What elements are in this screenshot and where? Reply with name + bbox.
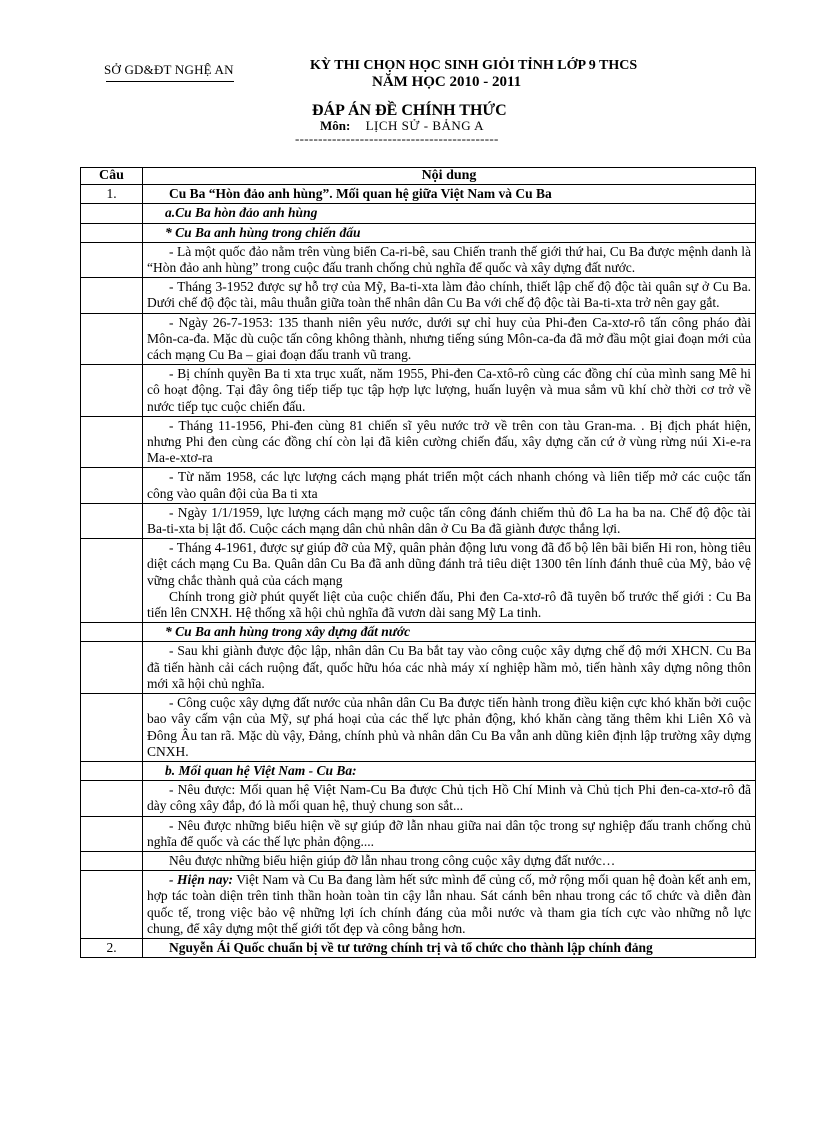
answer-paragraph: - Ngày 26-7-1953: 135 thanh niên yêu nước, dưới sự chỉ huy của Phi-đen Ca-xtơ-rô tấn công pháo đài Môn-ca-đa. Mặc dù cuộc tấn công không thành, nhưng tiếng súng Môn-ca-đa đã mở đầu một giai đoạn mới của cách mạng Cu Ba – giai đoạn đấu tranh vũ trang.: [143, 313, 756, 365]
answer-paragraph: - Nêu được: Mối quan hệ Việt Nam-Cu Ba được Chủ tịch Hồ Chí Minh và Chủ tịch Phi đen-ca-xtơ-rô đã dày công xây đắp, đó là mối quan hệ, thuỷ chung son sắt...: [143, 781, 756, 816]
sub-heading: * Cu Ba anh hùng trong chiến đấu: [143, 223, 756, 242]
answer-paragraph: - Ngày 1/1/1959, lực lượng cách mạng mở cuộc tấn công đánh chiếm thủ đô La ha ba na. Chế độ độc tài Ba-ti-xta bị lật đổ. Cuộc cách mạng dân chủ nhân dân ở Cu Ba đã giành được thắng lợi.: [143, 503, 756, 538]
answer-paragraph: Nêu được những biểu hiện giúp đỡ lẫn nhau trong công cuộc xây dựng đất nước…: [143, 851, 756, 870]
current-text: Việt Nam và Cu Ba đang làm hết sức mình để củng cố, mở rộng mối quan hệ đoàn kết anh em, hợp tác toàn diện trên tinh thần hoàn toàn tin cậy lẫn nhau. Sát cánh bên nhau trong các tổ chức và diễn đàn quốc tế, trong việc bảo vệ những lợi ích chính đáng của mỗi nước và tham gia tích cực vào những nỗ lực chung, để xây dựng một thế giới tốt đẹp và công bằng hơn.: [147, 872, 751, 936]
answer-paragraph: - Tháng 3-1952 được sự hỗ trợ của Mỹ, Ba-ti-xta làm đảo chính, thiết lập chế độ độc tài quân sự ở Cu Ba. Dưới chế độ độc tài, mâu thuẫn giữa toàn thể nhân dân Cu Ba với chế độ độc tài Ba-ti-xta trở nên gay gắt.: [143, 278, 756, 313]
table-row: [81, 851, 756, 870]
answer-paragraph: - Tháng 4-1961, được sự giúp đỡ của Mỹ, quân phản động lưu vong đã đổ bộ lên bãi biển Hi ron, hòng tiêu diệt cách mạng Cu Ba. Quân dân Cu Ba đã anh dũng đánh trả tiêu diệt 1300 tên lính đánh thuê của Mỹ, bảo vệ vững chắc thành quả của cách mạng: [147, 540, 751, 588]
department-name: SỞ GD&ĐT NGHỆ AN: [104, 62, 234, 77]
answer-paragraph: [143, 871, 756, 939]
table-row: [81, 365, 756, 417]
table-row: [81, 468, 756, 503]
table-row: [81, 278, 756, 313]
answer-paragraph: Chính trong giờ phút quyết liệt của cuộc chiến đấu, Phi đen Ca-xtơ-rô đã tuyên bố trước thế giới : Cu Ba tiến lên CNXH. Hệ thống xã hội chủ nghĩa đã vươn dài sang Mỹ La tinh.: [147, 588, 751, 621]
table-row: [81, 503, 756, 538]
table-row: [81, 871, 756, 939]
col-question-header: Câu: [81, 168, 143, 185]
table-row: [81, 623, 756, 642]
empty-cell: [81, 781, 143, 816]
empty-cell: [81, 503, 143, 538]
answer-paragraph: - Công cuộc xây dựng đất nước của nhân dân Cu Ba được tiến hành trong điều kiện cực khó khăn bởi cuộc bao vây cấm vận của Mỹ, sự phá hoại của các thế lực phản động, khó khăn càng tăng thêm khi Liên Xô và Đông Âu tan rã. Mặc dù vậy, Đảng, chính phủ và nhân dân Cu Ba vẫn anh dũng kiên định lập trường xây dựng CNXH.: [143, 694, 756, 762]
table-row: [81, 761, 756, 780]
empty-cell: [81, 623, 143, 642]
table-header-row: [81, 168, 756, 185]
empty-cell: [81, 242, 143, 277]
current-lead: - Hiện nay:: [169, 872, 234, 888]
empty-cell: [81, 468, 143, 503]
empty-cell: [81, 204, 143, 223]
empty-cell: [81, 278, 143, 313]
answer-table: [80, 167, 756, 958]
empty-cell: [81, 642, 143, 694]
empty-cell: [81, 851, 143, 870]
table-row: [81, 416, 756, 468]
table-row: [81, 642, 756, 694]
empty-cell: [81, 761, 143, 780]
exam-header: [300, 58, 730, 90]
empty-cell: [81, 416, 143, 468]
answer-paragraph-group: [143, 539, 756, 623]
answer-paragraph: - Nêu được những biểu hiện về sự giúp đỡ lẫn nhau giữa nai dân tộc trong sự nghiệp đấu tranh chống chủ nghĩa để quốc và các thế lực phản động....: [143, 816, 756, 851]
question-title: Cu Ba “Hòn đảo anh hùng”. Mối quan hệ giữa Việt Nam và Cu Ba: [143, 185, 756, 204]
empty-cell: [81, 313, 143, 365]
answer-paragraph: - Sau khi giành được độc lập, nhân dân Cu Ba bắt tay vào công cuộc xây dựng chế độ mới XHCN. Cu Ba đã tiến hành cải cách ruộng đất, quốc hữu hóa các nhà máy xí nghiệp hầm mỏ, tiến hành xây dựng nông thôn mới xã hội chủ nghĩa.: [143, 642, 756, 694]
col-content-header: Nội dung: [143, 168, 756, 185]
empty-cell: [81, 694, 143, 762]
empty-cell: [81, 871, 143, 939]
table-row: [81, 816, 756, 851]
subject-name: LỊCH SỬ - BẢNG A: [365, 118, 485, 133]
table-row: [81, 539, 756, 623]
section-heading: b. Mối quan hệ Việt Nam - Cu Ba:: [143, 761, 756, 780]
question-number: 2.: [81, 938, 143, 957]
table-row: [81, 204, 756, 223]
table-row: [81, 781, 756, 816]
answer-paragraph: - Bị chính quyền Ba ti xta trục xuất, năm 1955, Phi-đen Ca-xtô-rô cùng các đồng chí của mình sang Mê hi cô hoạt động. Tại đây ông tiếp tiếp tục tập hợp lực lượng, huấn luyện và mua sắm vũ khí chờ thời cơ trở về nước tiếp tục cuộc chiến đấu.: [143, 365, 756, 417]
exam-title: KỲ THI CHỌN HỌC SINH GIỎI TỈNH LỚP 9 THCS: [310, 58, 638, 73]
question-number: 1.: [81, 185, 143, 204]
table-row: [81, 242, 756, 277]
table-row: [81, 185, 756, 204]
table-row: [81, 938, 756, 957]
answer-paragraph: - Tháng 11-1956, Phi-đen cùng 81 chiến sĩ yêu nước trở về trên con tàu Gran-ma. . Bị địch phát hiện, nhưng Phi đen cùng các đồng chí còn lại đã kiên cường chiến đấu, xây dựng căn cứ ở vùng rừng núi Xi-e-ra Ma-e-xtơ-ra: [143, 416, 756, 468]
subject-label: Môn:: [320, 118, 351, 133]
empty-cell: [81, 365, 143, 417]
school-year: NĂM HỌC 2010 - 2011: [372, 74, 522, 90]
sub-heading: * Cu Ba anh hùng trong xây dựng đất nước: [143, 623, 756, 642]
table-row: [81, 694, 756, 762]
department-underline: [106, 81, 234, 82]
empty-cell: [81, 539, 143, 623]
table-row: [81, 313, 756, 365]
table-row: [81, 223, 756, 242]
question-title: Nguyễn Ái Quốc chuẩn bị về tư tưởng chính trị và tổ chức cho thành lập chính đảng: [143, 938, 756, 957]
section-heading: a.Cu Ba hòn đảo anh hùng: [143, 204, 756, 223]
empty-cell: [81, 816, 143, 851]
answer-key-title: ĐÁP ÁN ĐỀ CHÍNH THỨC: [312, 102, 507, 119]
empty-cell: [81, 223, 143, 242]
dashed-separator: --------------------------------------------: [295, 131, 499, 146]
answer-paragraph: - Từ năm 1958, các lực lượng cách mạng phát triển một cách nhanh chóng và liên tiếp mở các cuộc tấn công vào quân đội của Ba ti xta: [143, 468, 756, 503]
department-header: [104, 62, 264, 82]
answer-paragraph: - Là một quốc đảo nằm trên vùng biển Ca-ri-bê, sau Chiến tranh thế giới thứ hai, Cu Ba được mệnh danh là “Hòn đảo anh hùng” trong cuộc đấu tranh chống chủ nghĩa để quốc và xây dựng đất nước.: [143, 242, 756, 277]
